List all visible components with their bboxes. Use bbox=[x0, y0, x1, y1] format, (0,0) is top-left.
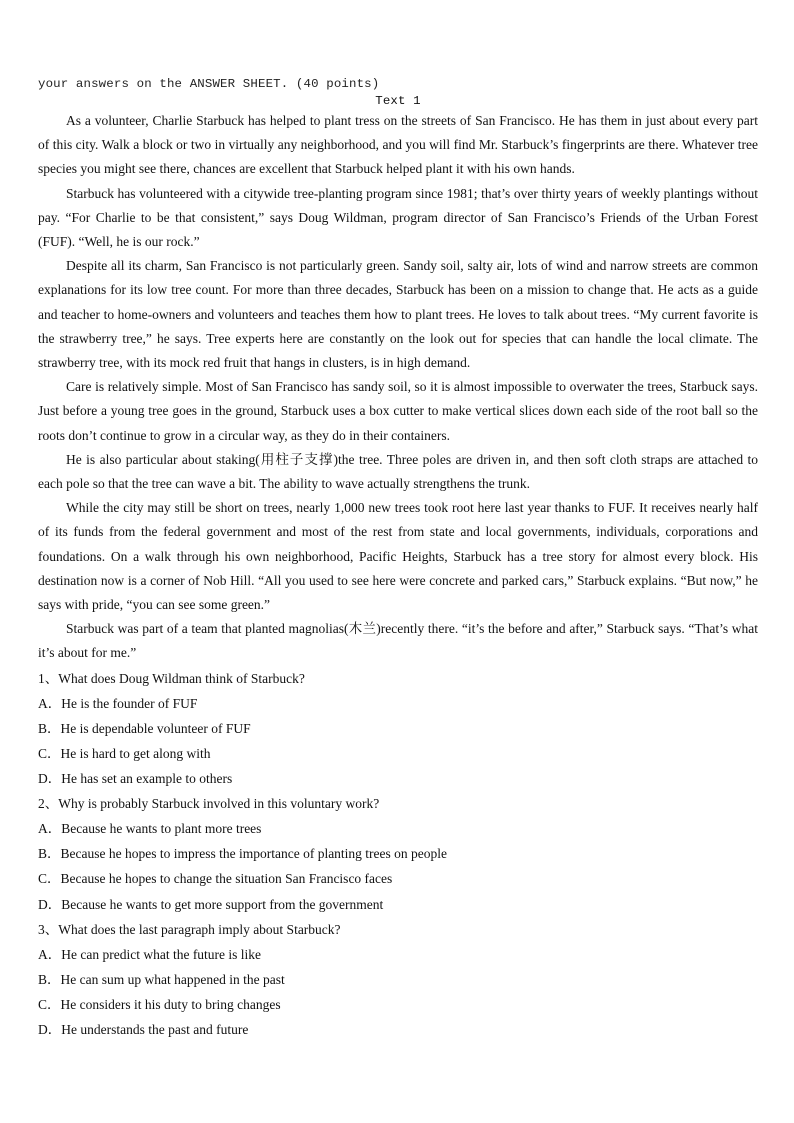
option-b bbox=[38, 967, 758, 992]
option-d bbox=[38, 892, 758, 917]
option-a bbox=[38, 942, 758, 967]
option-c bbox=[38, 992, 758, 1017]
option-d bbox=[38, 766, 758, 791]
option-text: He is dependable volunteer of FUF bbox=[60, 720, 251, 736]
option-letter: D． bbox=[38, 896, 62, 912]
option-letter: B． bbox=[38, 971, 61, 987]
option-a bbox=[38, 691, 758, 716]
option-letter: C． bbox=[38, 871, 61, 887]
option-b bbox=[38, 716, 758, 741]
question-stem: 1、What does Doug Wildman think of Starbuck? bbox=[38, 670, 305, 686]
option-text: Because he wants to get more support from the government bbox=[61, 896, 384, 912]
question-2 bbox=[38, 791, 758, 916]
option-b bbox=[38, 841, 758, 866]
option-letter: C． bbox=[38, 745, 61, 761]
option-text: Because he hopes to change the situation San Francisco faces bbox=[60, 871, 393, 887]
option-text: He is hard to get along with bbox=[60, 745, 211, 761]
option-letter: A． bbox=[38, 946, 62, 962]
question-3 bbox=[38, 917, 758, 1042]
option-letter: B． bbox=[38, 720, 61, 736]
instruction-line: your answers on the ANSWER SHEET. (40 points) bbox=[38, 77, 380, 91]
option-text: He can predict what the future is like bbox=[61, 946, 262, 962]
option-c bbox=[38, 741, 758, 766]
passage-paragraph: Starbuck was part of a team that planted magnolias(木兰)recently there. “it’s the before and after,” Starbuck says. “That’s what it’s about for me.” bbox=[38, 621, 758, 661]
option-text: He is the founder of FUF bbox=[61, 695, 198, 711]
option-text: He can sum up what happened in the past bbox=[60, 971, 285, 987]
option-a bbox=[38, 816, 758, 841]
passage-paragraph: Care is relatively simple. Most of San Francisco has sandy soil, so it is almost impossible to overwater the trees, Starbuck says. Just before a young tree goes in the ground, Starbuck uses a box cutter to make vertical slices down each side of the root ball so the roots don’t continue to grow in a circular way, as they do in their containers. bbox=[38, 379, 758, 443]
reading-passage bbox=[38, 109, 758, 666]
passage-paragraph: As a volunteer, Charlie Starbuck has helped to plant tress on the streets of San Francisco. He has them in just about every part of this city. Walk a block or two in virtually any neighborhood, and you will find Mr. Starbuck’s fingerprints are there. Whatever tree species you might see there, chances are excellent that Starbuck helped plant it with his own hands. bbox=[38, 113, 758, 177]
option-text: He considers it his duty to bring changes bbox=[60, 996, 281, 1012]
option-text: Because he wants to plant more trees bbox=[61, 821, 262, 837]
option-letter: A． bbox=[38, 695, 62, 711]
option-text: Because he hopes to impress the importance of planting trees on people bbox=[60, 846, 448, 862]
option-letter: D． bbox=[38, 771, 62, 787]
passage-paragraph: Starbuck has volunteered with a citywide tree-planting program since 1981; that’s over thirty years of weekly plantings without pay. “For Charlie to be that consistent,” says Doug Wildman, program director of San Francisco’s Friends of the Urban Forest (FUF). “Well, he is our rock.” bbox=[38, 185, 758, 250]
question-list bbox=[38, 666, 758, 1042]
option-d bbox=[38, 1017, 758, 1042]
text-title: Text 1 bbox=[375, 94, 421, 108]
option-c bbox=[38, 866, 758, 891]
passage-paragraph: He is also particular about staking(用柱子支撑)the tree. Three poles are driven in, and then soft cloth straps are attached to each pole so that the tree can wave a bit. The ability to wave actually strengthens the trunk. bbox=[38, 451, 758, 492]
question-stem: 3、What does the last paragraph imply about Starbuck? bbox=[38, 921, 341, 937]
option-letter: C． bbox=[38, 996, 61, 1012]
option-text: He has set an example to others bbox=[61, 771, 233, 787]
document-page bbox=[38, 76, 758, 1042]
option-letter: D． bbox=[38, 1021, 62, 1037]
option-letter: A． bbox=[38, 821, 62, 837]
option-text: He understands the past and future bbox=[61, 1021, 249, 1037]
passage-paragraph: While the city may still be short on trees, nearly 1,000 new trees took root here last year thanks to FUF. It receives nearly half of its funds from the federal government and most of the rest from state and local governments, individuals, corporations and foundations. On a walk through his own neighborhood, Pacific Heights, Starbuck has a tree story for almost every block. His destination now is a corner of Nob Hill. “All you used to see here were concrete and parked cars,” Starbuck explains. “But now,” he says with pride, “you can see some green.” bbox=[38, 500, 758, 613]
question-1 bbox=[38, 666, 758, 791]
passage-paragraph: Despite all its charm, San Francisco is not particularly green. Sandy soil, salty air, lots of wind and narrow streets are common explanations for its low tree count. For more than three decades, Starbuck has been on a mission to change that. He acts as a guide and teacher to home-owners and volunteers and teaches them how to plant trees. He loves to talk about trees. “My current favorite is the strawberry tree,” he says. Tree experts here are constantly on the look out for species that can handle the local climate. The strawberry tree, with its mock red fruit that hangs in clusters, is in high demand. bbox=[38, 258, 758, 371]
question-stem: 2、Why is probably Starbuck involved in this voluntary work? bbox=[38, 796, 380, 812]
option-letter: B． bbox=[38, 846, 61, 862]
